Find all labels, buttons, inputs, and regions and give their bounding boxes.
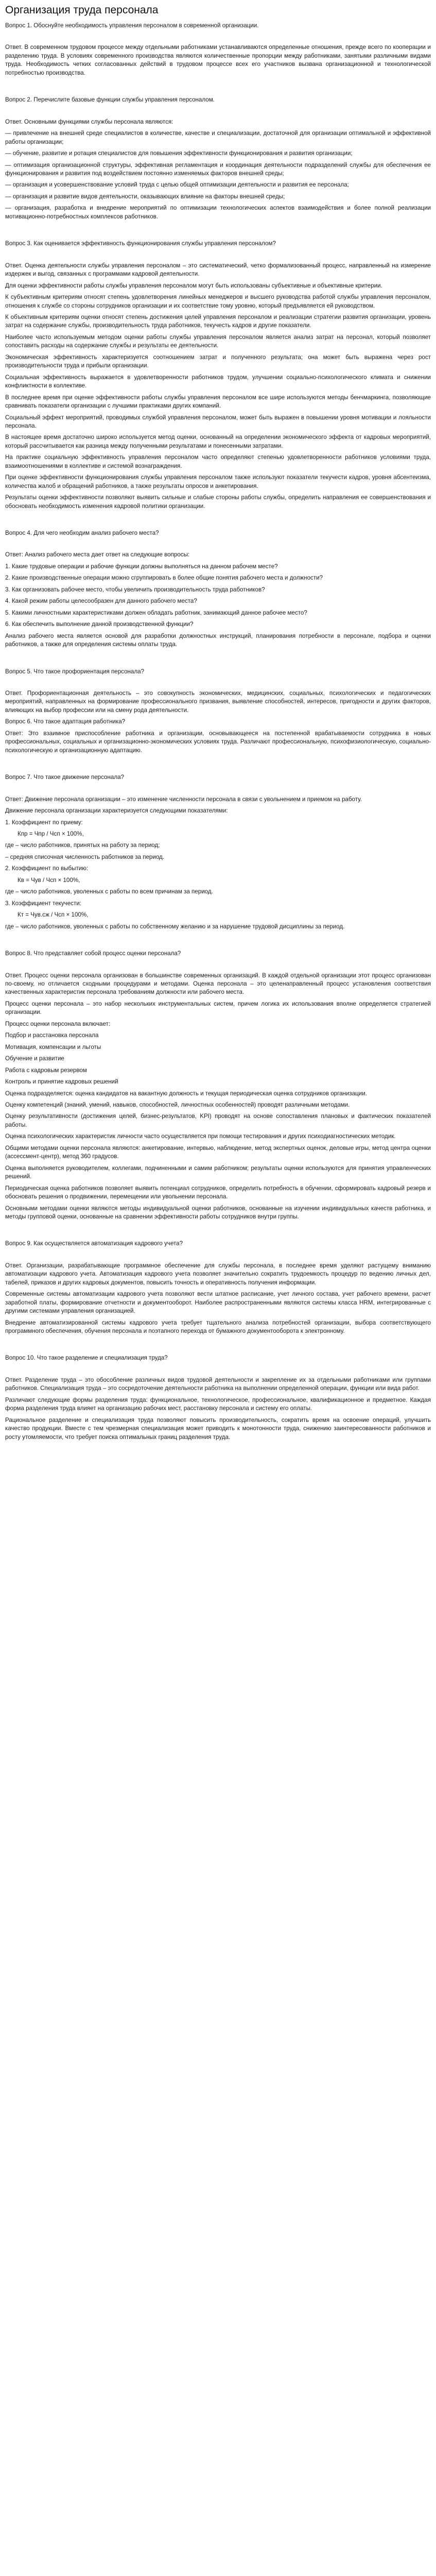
answer-9-para: Внедрение автоматизированной системы кадрового учета требует тщательного анализа потребностей организации, выбора соответствующего программного обеспечения, обучения персонала и поэтапного перехода от бумажного документооборота к электронному. <box>5 1319 431 1335</box>
question-10: Вопрос 10. Что такое разделение и специализация труда? <box>5 1354 168 1362</box>
answer-2-item: — организация и развитие видов деятельности, оказывающих влияние на факторы внешней среды; <box>5 193 285 200</box>
answer-3-para: К субъективным критериям относят степень удовлетворения линейных менеджеров и высшего руководства работой службы управления персоналом, отношения к службе со стороны сотрудников организации и их соответствие тому уровню, который предъявляется ей руководством. <box>5 294 431 309</box>
question-block-10 <box>5 1354 431 1442</box>
question-block-1 <box>5 22 431 77</box>
answer-4-item: 3. Как организовать рабочее место, чтобы увеличить производительность труда работников? <box>5 586 265 593</box>
coef-3-where: где – число работников, уволенных с работы по собственному желанию и за нарушение трудовой дисциплины за период. <box>5 923 345 930</box>
answer-8-para: Оценку результативности (достижения целей, бизнес-результатов, KPI) проводят на основе сопоставления плановых и фактических показателей работы. <box>5 1113 431 1128</box>
coef-2-label: 2. Коэффициент по выбытию: <box>5 865 89 872</box>
coef-2-where: где – число работников, уволенных с работы по всем причинам за период. <box>5 888 213 895</box>
question-block-7 <box>5 773 431 931</box>
question-8: Вопрос 8. Что представляет собой процесс оценки персонала? <box>5 950 181 957</box>
answer-8-para: Подбор и расстановка персонала <box>5 1032 99 1039</box>
answer-2-item: — организация и усовершенствование условий труда с целью общей оптимизации деятельности и развития ее персонала; <box>5 181 349 189</box>
answer-8-para: Обучение и развитие <box>5 1055 64 1062</box>
answer-1: Ответ. В современном трудовом процессе между отдельными работниками устанавливаются определенные отношения, прежде всего по кооперации и разделению труда. В условиях современного производства являются количественные пропорции между работниками, занятыми различными видами труда. Необходимость четких согласованных действий в трудовом процессе всех его участников вызвана организационной и технологической потребностью производства. <box>5 44 431 76</box>
answer-10-para: Ответ. Разделение труда – это обособление различных видов трудовой деятельности и закрепление их за отдельными работниками или группами работников. Специализация труда – это сосредоточение деятельности работника на выполнении определенной операции, функции или вида работ. <box>5 1376 431 1392</box>
answer-3-para: При оценке эффективности функционирования службы управления персоналом также используют показатели текучести кадров, уровня абсентеизма, количества жалоб и обращений работников, а также результаты опросов и анкетирования. <box>5 474 431 489</box>
answer-4-item: 6. Как обеспечить выполнение данной производственной функции? <box>5 621 194 628</box>
coef-3-formula: Кт = Чув.сж / Чсп × 100%, <box>18 911 89 919</box>
answer-9-para: Современные системы автоматизации кадрового учета позволяют вести штатное расписание, учет личного состава, учет рабочего времени, расчет заработной платы, формирование отчетности и документооборот. Наиболее распространенными являются системы класса HRM, интегрированные с другими системами управления организацией. <box>5 1291 431 1315</box>
answer-2-item: — обучение, развитие и ротация специалистов для повышения эффективности функционирования и развития организации; <box>5 150 353 157</box>
answer-8-para: Общими методами оценки персонала являются: анкетирование, интервью, наблюдение, метод экспертных оценок, деловые игры, метод центра оценки (ассессмент-центр), метод 360 градусов. <box>5 1144 431 1160</box>
question-7: Вопрос 7. Что такое движение персонала? <box>5 774 124 781</box>
answer-4-item: 4. Какой режим работы целесообразен для данного рабочего места? <box>5 598 197 605</box>
answer-2-item: — привлечение на внешней среде специалистов в количестве, качестве и специализации, достаточной для организации оптимальной и эффективной работы организации; <box>5 130 431 145</box>
answer-9-para: Ответ. Организации, разрабатывающие программное обеспечение для службы персонала, в последнее время уделяют растущему вниманию автоматизации кадрового учета. Автоматизация кадрового учета позволяет значительно сократить трудоемкость процедур по ведению личных дел, табелей, приказов и других кадровых документов, повысить точность и оперативность получения информации. <box>5 1262 431 1286</box>
answer-3-para: В настоящее время достаточно широко используется метод оценки, основанный на определении экономического эффекта от кадровых мероприятий, который рассчитывается как разница между полученными результатами и понесенными затратами. <box>5 434 431 449</box>
answer-3-para: Социальный эффект мероприятий, проводимых службой управления персоналом, может быть выражен в повышении уровня мотивации и лояльности персонала. <box>5 414 431 429</box>
answer-8-para: Ответ. Процесс оценки персонала организован в большинстве современных организаций. В каждой отдельной организации этот процесс организован по-своему, но отличается сходными процедурами и методами. Оценка персонала – это целенаправленный процесс установления соответствия качественных характеристик персонала требованиям должности или рабочего места. <box>5 972 431 996</box>
question-4: Вопрос 4. Для чего необходим анализ рабочего места? <box>5 530 159 537</box>
question-block-4 <box>5 529 431 649</box>
answer-8-para: Основными методами оценки являются методы индивидуальной оценки работников, основанные на изучении индивидуальных качеств работника, и методы групповой оценки, основанные на сравнении эффективности работы сотрудников внутри группы. <box>5 1205 431 1220</box>
answer-3-para: На практике социальную эффективность управления персоналом часто определяют степенью удовлетворенности работников условиями труда, взаимоотношениями в коллективе и системой вознаграждения. <box>5 454 431 469</box>
answer-4-item: 5. Какими личностными характеристиками должен обладать работник, занимающий данное рабочее место? <box>5 609 307 616</box>
answer-2-item: — организация, разработка и внедрение мероприятий по оптимизации технологических аспектов взаимодействия и более полной реализации мотивационно-потребностных комплексов работников. <box>5 205 431 220</box>
coef-1-where-2: – средняя списочная численность работников за период. <box>5 853 165 860</box>
question-6: Вопрос 6. Что такое адаптация работника? <box>5 718 126 725</box>
answer-4-item: 1. Какие трудовые операции и рабочие функции должны выполняться на данном рабочем месте? <box>5 563 278 570</box>
answer-3-para: Наиболее часто используемым методом оценки работы службы управления персоналом является анализ затрат на персонал, который позволяет сопоставить расходы на содержание службы и результаты ее деятельности. <box>5 333 431 349</box>
answer-3-para: Социальная эффективность выражается в удовлетворенности работников трудом, улучшении социально-психологического климата и снижении конфликтности в коллективе. <box>5 374 431 389</box>
answer-8-para: Периодическая оценка работников позволяет выявить потенциал сотрудников, определить потребность в обучении, сформировать кадровый резерв и обосновать решения о продвижении, перемещении или увольнении персонала. <box>5 1184 431 1200</box>
answer-8-para: Оценку компетенций (знаний, умений, навыков, способностей, личностных особенностей) проводят различными методами. <box>5 1101 350 1108</box>
answer-2-item: — оптимизация организационной структуры, эффективная регламентация и координация деятельности подразделений службы для обеспечения ее функционирования и развития под воздействием постоянно изменяемых факторов внешней среды; <box>5 161 431 177</box>
answer-6-para: Ответ: Это взаимное приспособление работника и организации, основывающееся на постепенной врабатываемости сотрудника в новых профессиональных, социальных и организационно-экономических условиях труда. Различают профессиональную, психофизиологическую, социально-психологическую и организационную адаптацию. <box>5 730 431 754</box>
answer-5-para: Ответ. Профориентационная деятельность – это совокупность экономических, медицинских, социальных, психологических и педагогических мероприятий, направленных на формирование профессионального призвания, выявление способностей, интересов, пригодности и других факторов, влияющих на выбор профессии или на смену рода деятельности. <box>5 690 431 714</box>
answer-8-para: Процесс оценки персонала – это набор нескольких инструментальных систем, причем логика их использования вполне определяется стратегией организации. <box>5 1000 431 1016</box>
document-title: Организация труда персонала <box>5 4 159 16</box>
answer-8-para: Оценка подразделяется: оценка кандидатов на вакантную должность и текущая периодическая оценка сотрудников организации. <box>5 1090 367 1097</box>
question-block-2 <box>5 96 431 221</box>
answer-8-para: Контроль и принятие кадровых решений <box>5 1078 118 1086</box>
coef-3-label: 3. Коэффициент текучести: <box>5 900 81 907</box>
answer-4-item: Анализ рабочего места является основой для разработки должностных инструкций, планирования потребности в персонале, подбора и оценки работников, а также для определения системы оплаты труда. <box>5 632 431 648</box>
answer-8-para: Оценка психологических характеристик личности часто осуществляется при помощи тестирования и других психодиагностических методик. <box>5 1133 396 1140</box>
coef-2-formula: Кв = Чув / Чсп × 100%, <box>18 876 80 884</box>
question-block-8 <box>5 950 431 1221</box>
answer-8-para: Оценка выполняется руководителем, коллегами, подчиненными и самим работником; результаты оценки используются для принятия управленческих решений. <box>5 1164 431 1180</box>
answer-7-intro: Ответ: Движение персонала организации – это изменение численности персонала в связи с увольнением и приемом на работу. <box>5 795 362 803</box>
answer-7-sub: Движение персонала организации характеризуется следующими показателями: <box>5 807 228 815</box>
answer-4-intro: Ответ: Анализ рабочего места дает ответ на следующие вопросы: <box>5 551 190 558</box>
answer-8-para: Работа с кадровым резервом <box>5 1066 87 1074</box>
answer-3-para: Ответ. Оценка деятельности службы управления персоналом – это систематический, четко формализованный процесс, направленный на измерение издержек и выгод, связанных с программами кадровой деятельности. <box>5 262 431 278</box>
answer-10-para: Различают следующие формы разделения труда: функциональное, технологическое, профессиональное, квалификационное и предметное. Каждая форма разделения труда влияет на организацию рабочих мест, расстановку персонала и систему его оплаты. <box>5 1396 431 1412</box>
question-3: Вопрос 3. Как оценивается эффективность функционирования службы управления персоналом? <box>5 240 276 247</box>
answer-3-para: Экономическая эффективность характеризуется соотношением затрат и полученного результата; она может быть выражена через рост производительности труда и прибыли организации. <box>5 353 431 369</box>
question-1: Вопрос 1. Обоснуйте необходимость управления персоналом в современной организации. <box>5 22 259 29</box>
answer-3-para: В последнее время при оценке эффективности работы службы управления персоналом все шире используются методы бенчмаркинга, позволяющие сравнивать показатели организации с лучшими практиками других компаний. <box>5 394 431 410</box>
answer-3-para: Для оценки эффективности работы службы управления персоналом могут быть использованы субъективные и объективные критерии. <box>5 282 382 289</box>
coef-1-where: где – число работников, принятых на работу за период; <box>5 842 160 849</box>
answer-3-para: К объективным критериям оценки относят степень достижения целей управления персоналом и реализации стратегии развития организации, уровень затрат на содержание службы, производительность труда работников, текучесть кадров и другие показатели. <box>5 313 431 329</box>
answer-2-intro: Ответ. Основными функциями службы персонала являются: <box>5 118 173 125</box>
question-5: Вопрос 5. Что такое профориентация персонала? <box>5 668 145 675</box>
answer-8-para: Мотивация, компенсации и льготы <box>5 1043 101 1050</box>
coef-1-label: 1. Коэффициент по приему: <box>5 819 83 826</box>
question-block-5 <box>5 668 431 755</box>
question-block-9 <box>5 1240 431 1335</box>
coef-1-formula: Кпр = Чпр / Чсп × 100%, <box>18 831 84 837</box>
question-block-3 <box>5 240 431 511</box>
answer-8-para: Процесс оценки персонала включает: <box>5 1020 111 1027</box>
answer-3-para: Результаты оценки эффективности позволяют выявить сильные и слабые стороны работы службы, определить направления ее совершенствования и обосновать необходимость изменения кадровой политики организации. <box>5 494 431 510</box>
answer-4-item: 2. Какие производственные операции можно сгруппировать в более общие понятия рабочего места и должности? <box>5 574 323 582</box>
question-2: Вопрос 2. Перечислите базовые функции службы управления персоналом. <box>5 96 215 104</box>
answer-10-para: Рациональное разделение и специализация труда позволяют повысить производительность, сократить время на освоение операций, улучшить качество продукции. Вместе с тем чрезмерная специализация может приводить к монотонности труда, снижению заинтересованности работников и росту утомляемости, что требует поиска оптимальных границ разделения труда. <box>5 1416 431 1440</box>
question-9: Вопрос 9. Как осуществляется автоматизация кадрового учета? <box>5 1240 183 1247</box>
